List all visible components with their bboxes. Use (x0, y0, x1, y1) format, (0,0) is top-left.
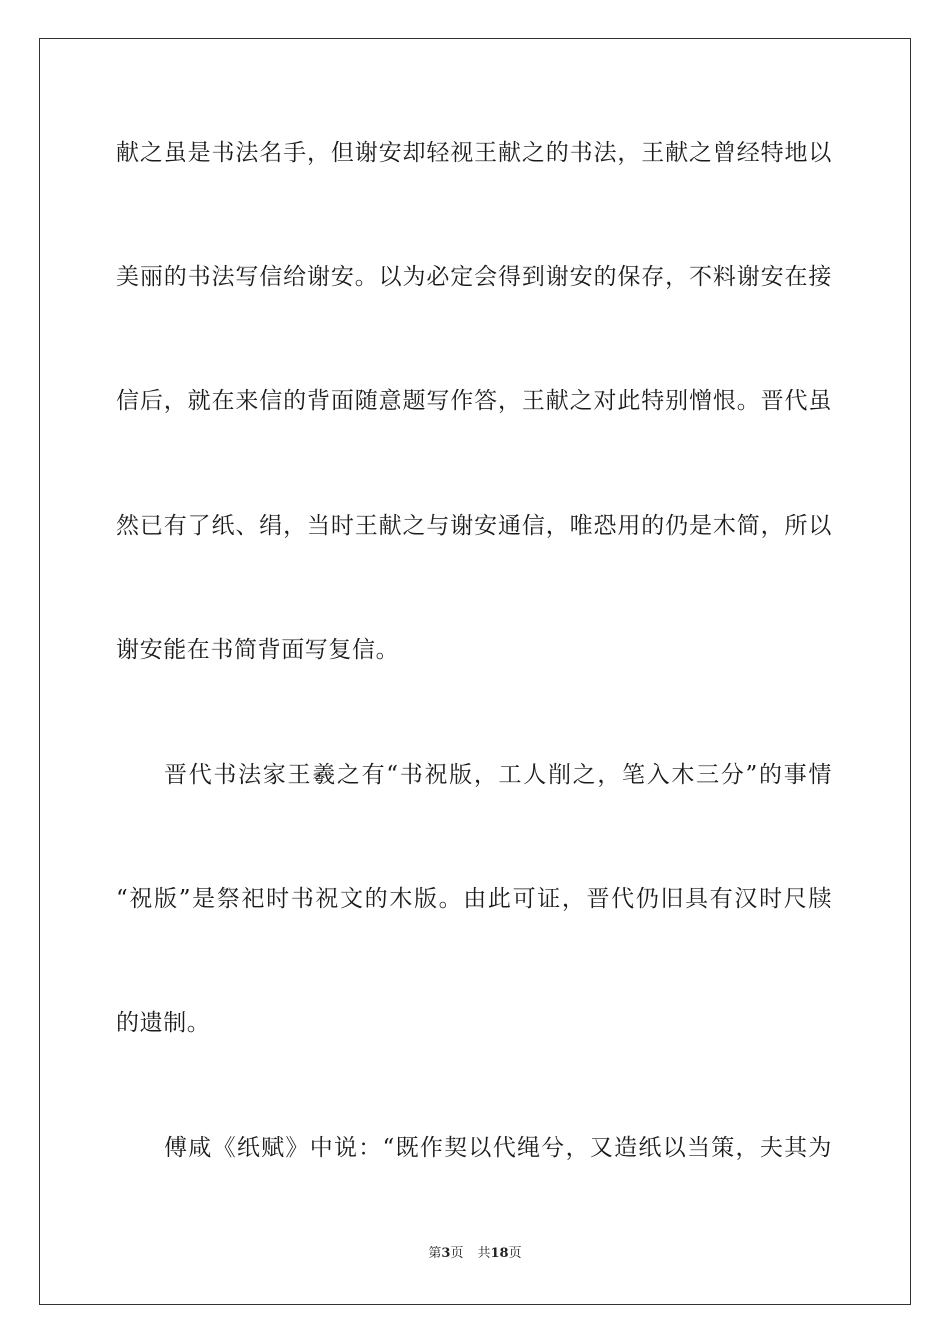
text-line-2: 美丽的书法写信给谢安。以为必定会得到谢安的保存，不料谢安在接 (116, 264, 832, 290)
total-prefix: 共 (477, 1246, 491, 1261)
page-suffix: 页 (450, 1246, 464, 1261)
total-suffix: 页 (508, 1246, 522, 1261)
text-line-6: 晋代书法家王羲之有“书祝版，工人削之，笔入木三分”的事情 (164, 762, 832, 788)
text-line-7: “祝版”是祭祀时书祝文的木版。由此可证，晋代仍旧具有汉时尺牍 (116, 886, 832, 912)
text-line-1: 献之虽是书法名手，但谢安却轻视王献之的书法，王献之曾经特地以 (116, 140, 832, 166)
total-pages: 18 (490, 1246, 509, 1261)
page-border (39, 38, 911, 1305)
text-line-8: 的遗制。 (116, 1010, 211, 1036)
text-line-5: 谢安能在书简背面写复信。 (116, 637, 400, 663)
page-prefix: 第 (428, 1246, 442, 1261)
page-footer (0, 1245, 950, 1263)
text-line-3: 信后，就在来信的背面随意题写作答，王献之对此特别憎恨。晋代虽 (116, 388, 832, 414)
text-line-9: 傅咸《纸赋》中说：“既作契以代绳兮，又造纸以当策，夫其为 (164, 1135, 832, 1161)
text-line-4: 然已有了纸、绢，当时王献之与谢安通信，唯恐用的仍是木简，所以 (116, 513, 832, 539)
page-number: 3 (441, 1246, 451, 1261)
